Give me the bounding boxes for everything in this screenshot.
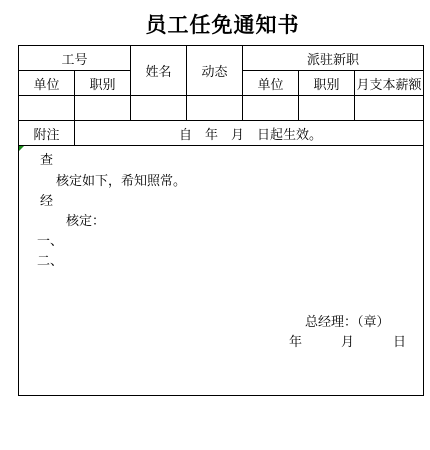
header-name: 姓名	[131, 46, 187, 96]
data-new-unit-cell[interactable]	[243, 96, 299, 121]
appointment-form	[18, 45, 424, 396]
data-name-cell[interactable]	[131, 96, 187, 121]
signature-line: 总经理：（章）	[305, 315, 390, 330]
body-line-approval: 核定：	[66, 214, 106, 229]
header-unit: 单位	[19, 71, 75, 96]
note-label: 附注	[19, 121, 75, 146]
header-new-unit: 单位	[243, 71, 299, 96]
cell-corner-marker	[19, 146, 24, 151]
header-employee-id: 工号	[19, 46, 131, 71]
header-position: 职别	[75, 71, 131, 96]
body-item-2: 二、	[37, 254, 64, 269]
body-line-approved-notice: 核定如下，希知照常。	[56, 174, 187, 189]
header-monthly-salary: 月支本薪额	[355, 71, 423, 96]
document-title: 员工任免通知书	[145, 12, 300, 37]
header-new-position: 职别	[299, 71, 355, 96]
data-new-position-cell[interactable]	[299, 96, 355, 121]
body-line-via: 经	[40, 194, 54, 209]
data-unit-cell[interactable]	[19, 96, 75, 121]
data-action-cell[interactable]	[187, 96, 243, 121]
data-monthly-salary-cell[interactable]	[355, 96, 423, 121]
effective-date-text: 自 年 月 日起生效。	[75, 121, 423, 146]
body-item-1: 一、	[37, 234, 64, 249]
header-new-post: 派驻新职	[243, 46, 423, 71]
body-line-check: 查	[40, 153, 54, 168]
header-action: 动态	[187, 46, 243, 96]
data-position-cell[interactable]	[75, 96, 131, 121]
date-line: 年 月 日	[289, 335, 407, 350]
